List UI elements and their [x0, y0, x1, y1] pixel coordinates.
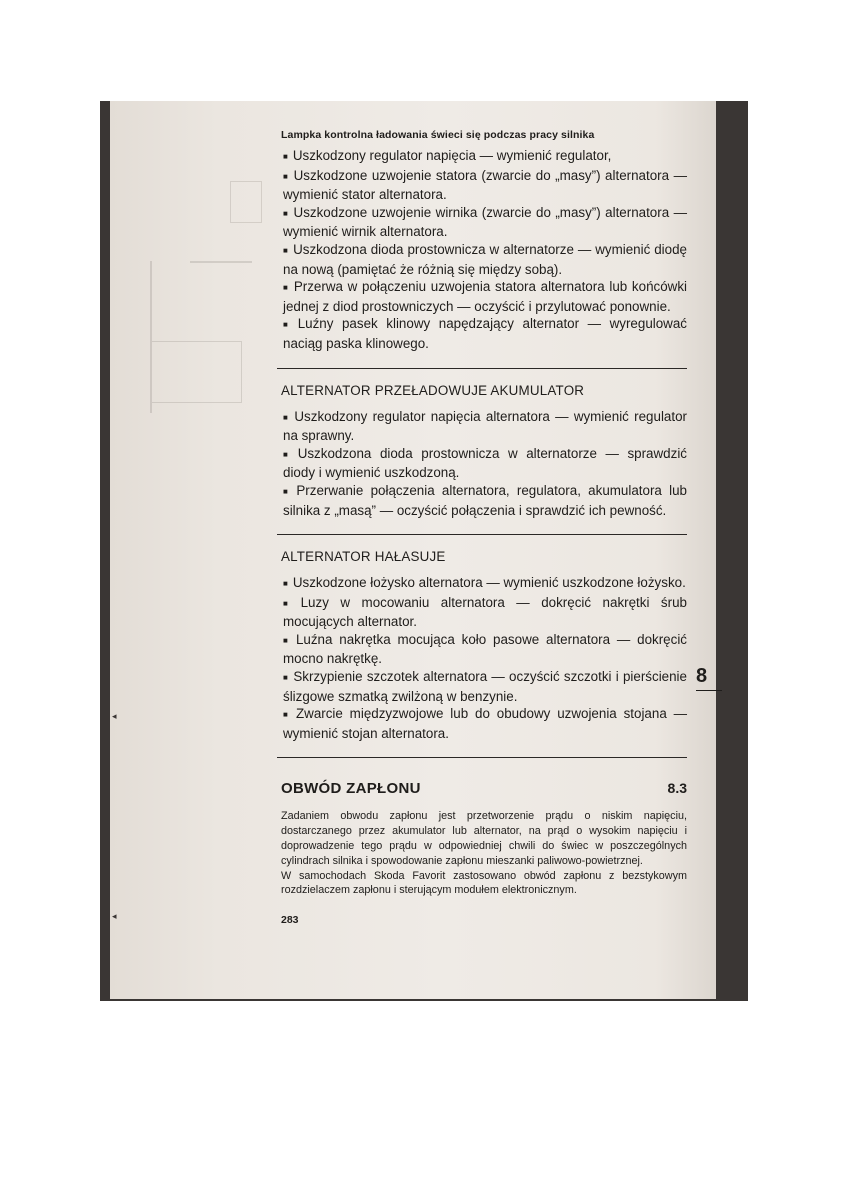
list-item [283, 408, 687, 445]
paragraph: W samochodach Skoda Favorit zastosowano obwód zapłonu z bezstykowym rozdzielaczem zapłonu i sterującym modułem elektronicznym. [281, 869, 687, 897]
list-item [283, 241, 687, 278]
bullet-icon: ■ [283, 171, 289, 181]
bullet-icon: ■ [283, 208, 289, 218]
bullet-icon: ■ [283, 635, 291, 645]
list-item [283, 147, 687, 167]
list-item-text: Uszkodzony regulator napięcia — wymienić regulator, [292, 148, 612, 163]
binding-hole-icon: ◂ [112, 711, 117, 721]
list-item-text: Uszkodzone łożysko alternatora — wymienić uszkodzone łożysko. [292, 575, 686, 591]
list-item [283, 482, 687, 519]
chapter-tab-rule [696, 690, 722, 691]
section-title: ALTERNATOR HAŁASUJE [281, 549, 446, 565]
book-page [110, 101, 716, 999]
section-heading: OBWÓD ZAPŁONU [281, 780, 421, 798]
page-number: 283 [281, 914, 299, 927]
section-title: ALTERNATOR PRZEŁADOWUJE AKUMULATOR [281, 382, 585, 398]
bullet-icon: ■ [283, 152, 288, 161]
list-item-text: Uszkodzona dioda prostownicza w alternatorze — wymienić diodę na nową (pamiętać że różnią się między sobą). [283, 241, 687, 277]
list-item-text: Luźna nakrętka mocująca koło pasowe alternatora — dokręcić mocno nakrętkę. [283, 631, 687, 667]
bullet-icon: ■ [283, 673, 289, 683]
bullet-icon: ■ [283, 710, 291, 720]
bullet-icon: ■ [283, 486, 292, 496]
list-item-text: Luźny pasek klinowy napędzający alternator — wyregulować naciąg paska klinowego. [283, 316, 687, 351]
section-divider [277, 757, 687, 758]
section-warning-light [277, 147, 687, 353]
list-item [283, 204, 687, 241]
section-number: 8.3 [667, 780, 687, 797]
bullet-icon: ■ [283, 598, 296, 608]
binding-hole-icon: ◂ [112, 911, 117, 921]
list-item [283, 315, 687, 352]
bullet-icon: ■ [283, 412, 290, 422]
list-item-text: Uszkodzony regulator napięcia alternatora — wymienić regulator na sprawny. [283, 408, 687, 444]
bullet-icon: ■ [283, 283, 289, 293]
list-item [283, 594, 687, 631]
list-item-text: Zwarcie międzyzwojowe lub do obudowy uzwojenia stojana — wymienić stojan alternatora. [283, 706, 688, 741]
list-item [283, 445, 687, 482]
bullet-icon: ■ [283, 320, 293, 330]
section-overcharge [277, 383, 687, 520]
page-content [277, 129, 687, 926]
list-item-text: Przerwanie połączenia alternatora, regulatora, akumulatora lub silnika z „masą” — oczyścić połączenia i sprawdzić ich pewność. [283, 482, 687, 518]
list-item [283, 705, 687, 742]
bleed-through-diagram [130, 161, 280, 411]
bullet-icon: ■ [283, 245, 289, 255]
list-item [283, 631, 687, 668]
scanned-page-frame [100, 101, 748, 1001]
list-item-text: Przerwa w połączeniu uzwojenia statora alternatora lub końcówki jednej z diod prostowniczych — oczyścić i przylutować ponownie. [283, 279, 688, 314]
section-heading-row [281, 780, 687, 797]
bullet-icon: ■ [283, 579, 288, 589]
paragraph: Zadaniem obwodu zapłonu jest przetworzenie prądu o niskim napięciu, dostarczanego przez akumulator lub alternator, na prąd o wysokim napięciu i doprowadzenie tego prądu w odpowiedniej chwili do świec w poszczególnych cylindrach silnika i spowodowanie zapłonu mieszanki paliwowo-powietrznej. [281, 810, 687, 867]
list-item [283, 278, 687, 315]
list-item-text: Uszkodzone uzwojenie wirnika (zwarcie do „masy”) alternatora — wymienić wirnik alternatora. [283, 204, 687, 240]
running-head: Lampka kontrolna ładowania świeci się podczas pracy silnika [281, 129, 595, 141]
list-item-text: Luzy w mocowaniu alternatora — dokręcić nakrętki śrub mocujących alternator. [283, 594, 687, 630]
list-item [283, 167, 687, 204]
section-noise [277, 549, 687, 742]
section-divider [277, 368, 687, 369]
chapter-tab: 8 [696, 665, 708, 687]
list-item [283, 574, 687, 594]
list-item-text: Uszkodzone uzwojenie statora (zwarcie do „masy”) alternatora — wymienić stator alternatora. [283, 167, 687, 203]
list-item-text: Skrzypienie szczotek alternatora — oczyścić szczotki i pierścienie ślizgowe szmatką zwilżoną w benzynie. [283, 669, 687, 704]
list-item [283, 668, 687, 705]
list-item-text: Uszkodzona dioda prostownicza w alternatorze — sprawdzić diody i wymienić uszkodzoną. [283, 445, 687, 481]
section-ignition [277, 780, 687, 898]
section-divider [277, 534, 687, 535]
bullet-icon: ■ [283, 449, 293, 459]
